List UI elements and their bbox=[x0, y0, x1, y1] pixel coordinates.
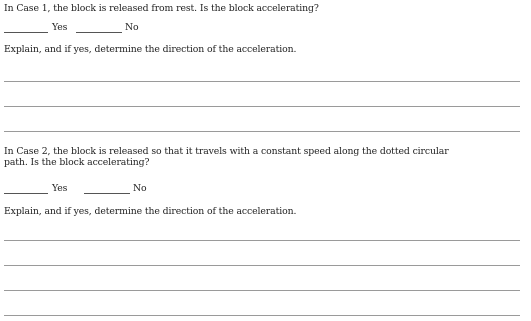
case2-question-line-1: In Case 2, the block is released so that it travels with a constant speed along the dotted circular bbox=[4, 146, 449, 157]
case2-answer-line-3[interactable] bbox=[4, 290, 520, 291]
case2-answer-line-2[interactable] bbox=[4, 265, 520, 266]
case1-yes-blank[interactable] bbox=[4, 22, 48, 33]
case2-yes-label: Yes bbox=[52, 183, 68, 194]
case2-no-blank[interactable] bbox=[84, 183, 130, 194]
case1-no-blank[interactable] bbox=[76, 22, 122, 33]
case1-answer-line-1[interactable] bbox=[4, 81, 520, 82]
case2-no-label: No bbox=[133, 183, 147, 194]
case2-answer-line-1[interactable] bbox=[4, 240, 520, 241]
case2-answer-line-4[interactable] bbox=[4, 315, 520, 316]
case2-explain-prompt: Explain, and if yes, determine the direction of the acceleration. bbox=[4, 206, 297, 217]
case1-no-label: No bbox=[125, 22, 139, 33]
case1-answer-line-2[interactable] bbox=[4, 106, 520, 107]
case1-answer-line-3[interactable] bbox=[4, 131, 520, 132]
case1-choice-row bbox=[4, 22, 204, 34]
case1-question: In Case 1, the block is released from rest. Is the block accelerating? bbox=[4, 3, 319, 14]
case1-explain-prompt: Explain, and if yes, determine the direction of the acceleration. bbox=[4, 44, 297, 55]
case2-choice-row bbox=[4, 183, 204, 195]
case2-question-line-2: path. Is the block accelerating? bbox=[4, 157, 150, 168]
case2-yes-blank[interactable] bbox=[4, 183, 48, 194]
case1-yes-label: Yes bbox=[52, 22, 68, 33]
